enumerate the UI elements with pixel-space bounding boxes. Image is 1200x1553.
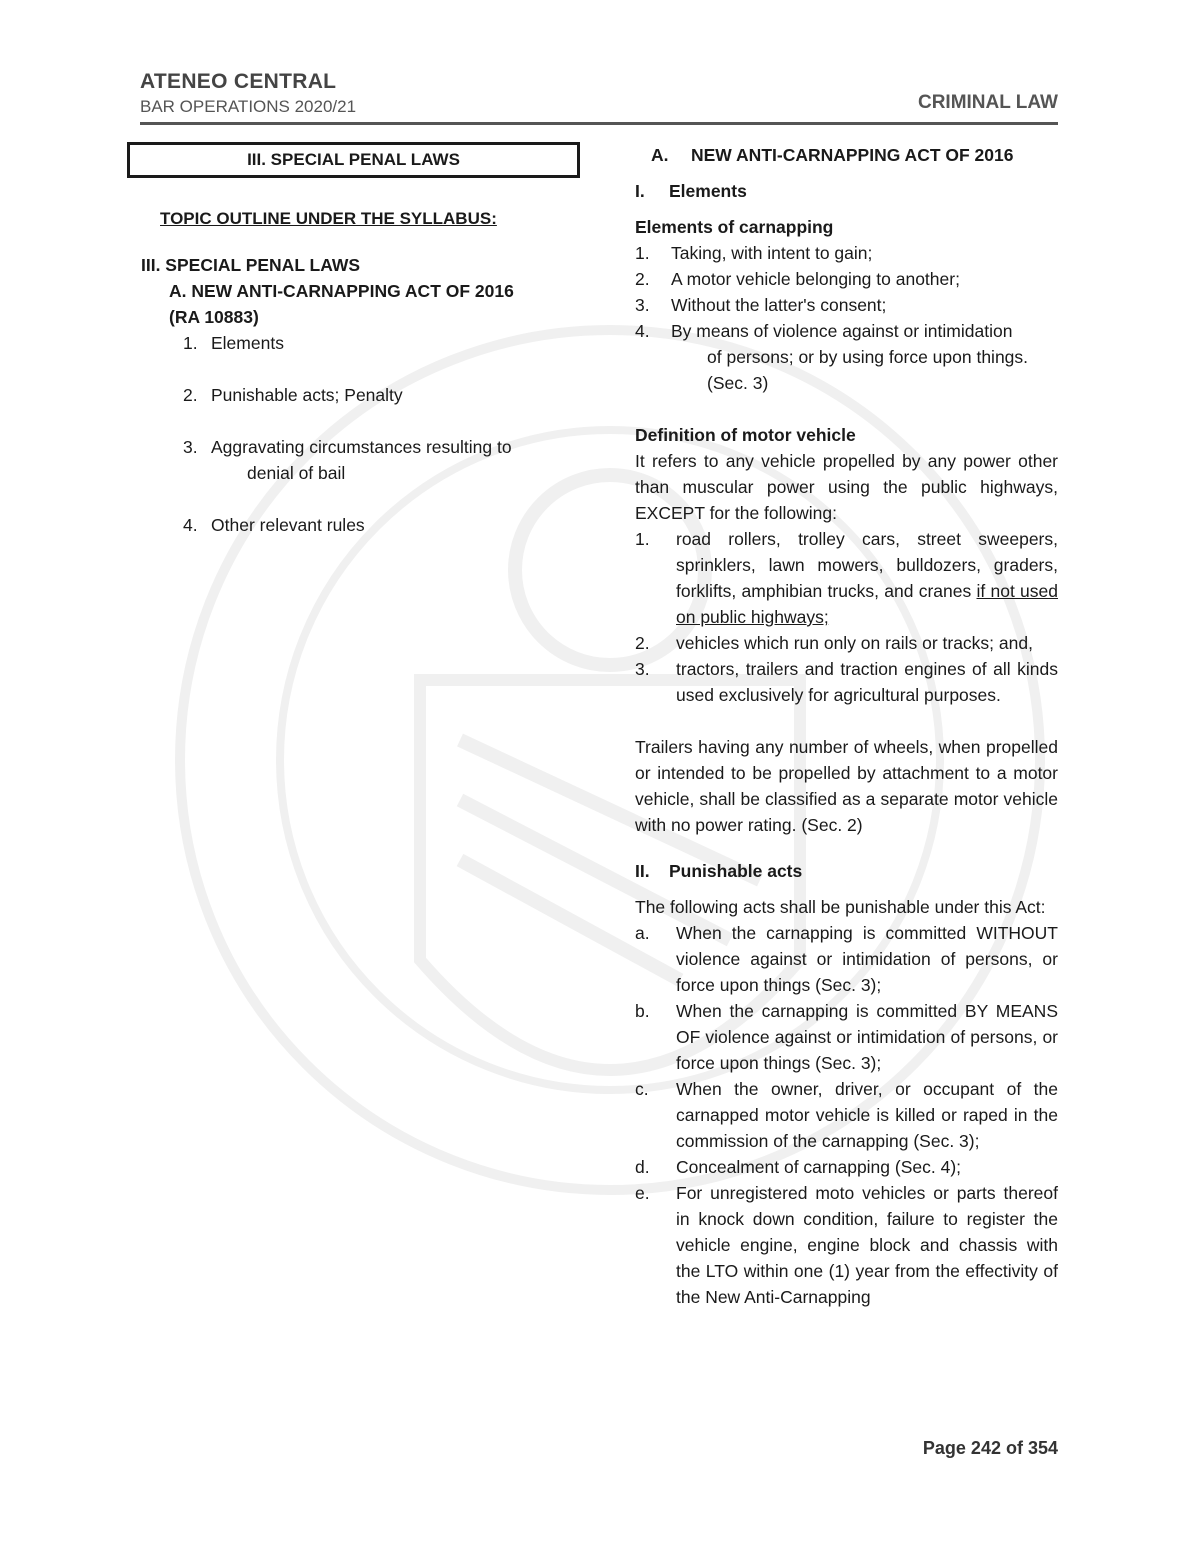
elements-list [635, 240, 1058, 396]
list-item: 1. Elements [183, 333, 284, 353]
list-item: 1. Taking, with intent to gain; [635, 243, 873, 263]
list-item: 1. road rollers, trolley cars, street sweepers, sprinklers, lawn mowers, bulldozers, graders, forklifts, amphibian trucks, and cranes if not used on public highways; [635, 529, 1059, 627]
section-heading-punishable-acts: II. Punishable acts [635, 861, 803, 881]
elements-title: Elements of carnapping [635, 217, 834, 237]
trailers-paragraph: Trailers having any number of wheels, when propelled or intended to be propelled by attachment to a motor vehicle, shall be classified as a separate motor vehicle with no power rating. (Sec. 2) [635, 737, 1058, 835]
outline-act-title-line1: A. NEW ANTI-CARNAPPING ACT OF 2016 [169, 281, 514, 301]
section-box-title: III. SPECIAL PENAL LAWS [127, 142, 580, 178]
org-subtitle: BAR OPERATIONS 2020/21 [140, 97, 357, 116]
outline-title: TOPIC OUTLINE UNDER THE SYLLABUS: [160, 209, 497, 228]
list-item: 2. Punishable acts; Penalty [183, 385, 403, 405]
org-name: ATENEO CENTRAL [140, 70, 337, 93]
page-number: Page 242 of 354 [922, 1438, 1058, 1458]
list-item: d. Concealment of carnapping (Sec. 4); [635, 1157, 962, 1177]
list-item: 2. A motor vehicle belonging to another; [635, 269, 960, 289]
list-item: 4. Other relevant rules [183, 515, 365, 535]
list-item: 3. tractors, trailers and traction engines of all kinds used exclusively for agricultural purposes. [635, 659, 1058, 705]
list-item: 3. Without the latter's consent; [635, 295, 887, 315]
header-rule [140, 122, 1058, 125]
punishable-acts-list [635, 920, 1058, 1310]
section-heading-elements: I. Elements [635, 181, 747, 201]
motor-vehicle-definition: It refers to any vehicle propelled by any power other than muscular power using the public highways, EXCEPT for the following: [635, 451, 1058, 523]
list-item: 2. vehicles which run only on rails or tracks; and, [635, 633, 1033, 653]
list-item: 3. Aggravating circumstances resulting to denial of bail [183, 437, 512, 483]
list-item: e. For unregistered moto vehicles or parts thereof in knock down condition, failure to register the vehicle engine, engine block and chassis with the LTO within one (1) year from the effectivity of the New Anti-Carnapping [635, 1183, 1058, 1307]
outline-act-title-line2: (RA 10883) [169, 307, 259, 327]
act-heading: A. NEW ANTI-CARNAPPING ACT OF 2016 [651, 145, 1014, 165]
list-item: 4. By means of violence against or intimidation of persons; or by using force upon things. (Sec. 3) [635, 321, 1029, 393]
subject-title: CRIMINAL LAW [917, 92, 1058, 113]
left-column [127, 142, 580, 564]
list-item: c. When the owner, driver, or occupant of the carnapped motor vehicle is killed or raped in the commission of the carnapping (Sec. 3); [635, 1079, 1058, 1151]
acts-intro: The following acts shall be punishable under this Act: [635, 897, 1046, 917]
outline-section: III. SPECIAL PENAL LAWS [141, 255, 361, 275]
list-item: b. When the carnapping is committed BY MEANS OF violence against or intimidation of persons, or force upon things (Sec. 3); [635, 1001, 1058, 1073]
list-item: a. When the carnapping is committed WITHOUT violence against or intimidation of persons, or force upon things (Sec. 3); [635, 923, 1058, 995]
outline-list [127, 330, 580, 538]
page-header [140, 70, 1058, 117]
motor-vehicle-title: Definition of motor vehicle [635, 425, 856, 445]
right-column [635, 142, 1058, 1310]
exceptions-list [635, 526, 1058, 708]
